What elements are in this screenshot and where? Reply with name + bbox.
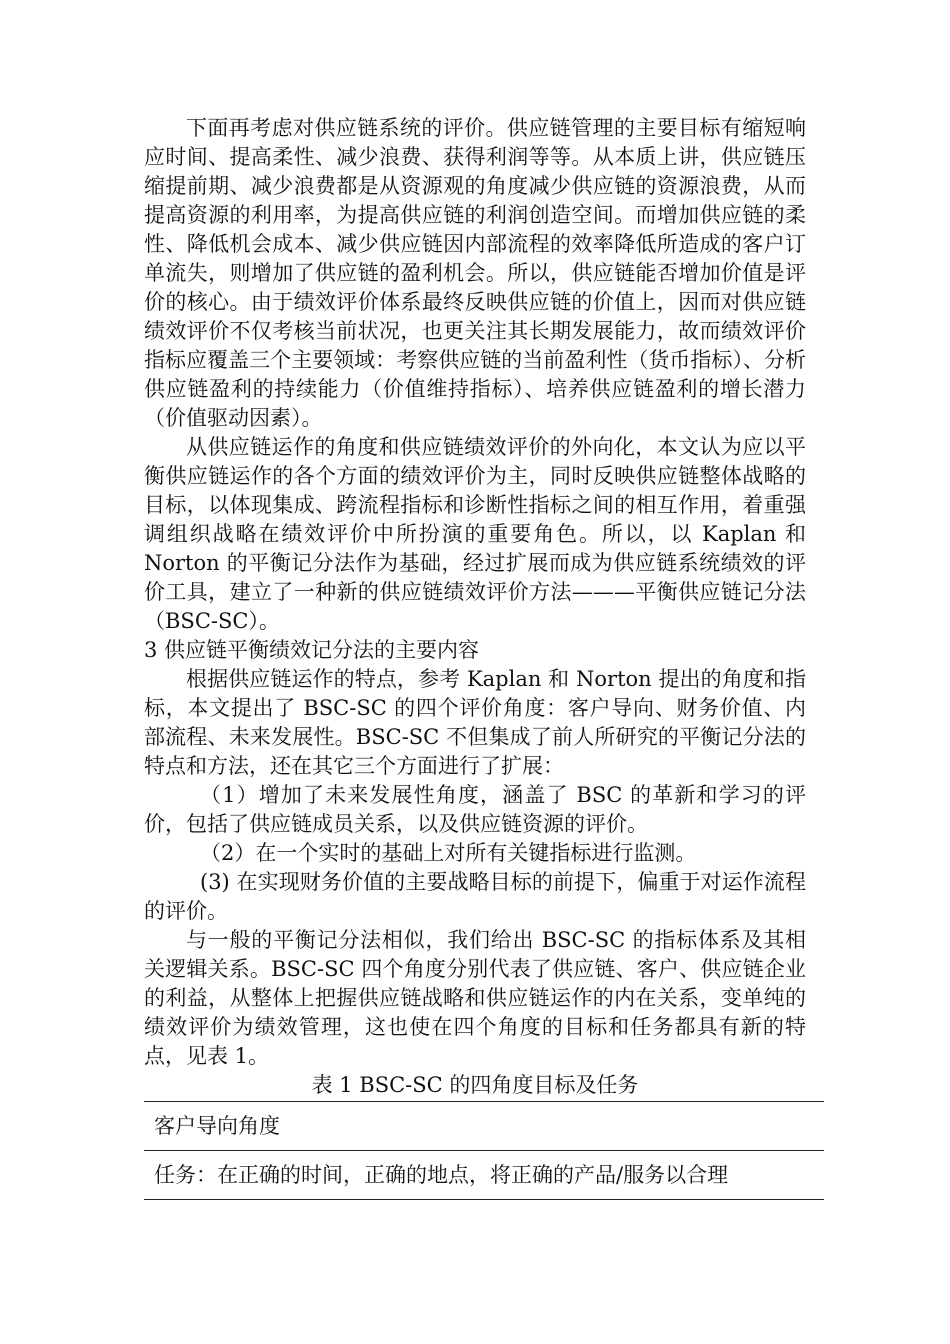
table-row — [144, 1151, 824, 1200]
paragraph-bsc-basis: 从供应链运作的角度和供应链绩效评价的外向化，本文认为应以平衡供应链运作的各个方面的绩效评价为主，同时反映供应链整体战略的目标，以体现集成、跨流程指标和诊断性指标之间的相互作用，着重强调组织战略在绩效评价中所扮演的重要角色。所以，以 Kaplan 和 Norton 的平衡记分法作为基础，经过扩展而成为供应链系统绩效的评价工具，建立了一种新的供应链绩效评价方法———平衡供应链记分法（BSC-SC）。 — [144, 435, 806, 633]
document-page — [144, 114, 806, 1200]
table-cell-task: 任务：在正确的时间，正确的地点，将正确的产品/服务以合理 — [144, 1151, 824, 1200]
paragraph-evaluation: 下面再考虑对供应链系统的评价。供应链管理的主要目标有缩短响应时间、提高柔性、减少浪费、获得利润等等。从本质上讲，供应链压缩提前期、减少浪费都是从资源观的角度减少供应链的资源浪费，从而提高资源的利用率，为提高供应链的利润创造空间。而增加供应链的柔性、降低机会成本、减少供应链因内部流程的效率降低所造成的客户订单流失，则增加了供应链的盈利机会。所以，供应链能否增加价值是评价的核心。由于绩效评价体系最终反映供应链的价值上，因而对供应链绩效评价不仅考核当前状况，也更关注其长期发展能力，故而绩效评价指标应覆盖三个主要领域：考察供应链的当前盈利性（货币指标）、分析供应链盈利的持续能力（价值维持指标）、培养供应链盈利的增长潜力（价值驱动因素）。 — [144, 116, 806, 430]
paragraph-four-perspectives: 根据供应链运作的特点，参考 Kaplan 和 Norton 提出的角度和指标，本文提出了 BSC-SC 的四个评价角度：客户导向、财务价值、内部流程、未来发展性。BSC-SC 不但集成了前人所研究的平衡记分法的特点和方法，还在其它三个方面进行了扩展： — [144, 667, 806, 778]
paragraph-indicator-system: 与一般的平衡记分法相似，我们给出 BSC-SC 的指标体系及其相关逻辑关系。BSC-SC 四个角度分别代表了供应链、客户、供应链企业的利益，从整体上把握供应链战略和供应链运作的内在关系，变单纯的绩效评价为绩效管理，这也使在四个角度的目标和任务都具有新的特点，见表 1。 — [144, 928, 806, 1068]
table-row — [144, 1102, 824, 1151]
table-cell-perspective: 客户导向角度 — [144, 1102, 824, 1151]
table-caption: 表 1 BSC-SC 的四角度目标及任务 — [311, 1073, 639, 1097]
list-item-2: （2）在一个实时的基础上对所有关键指标进行监测。 — [200, 841, 697, 865]
objectives-table — [144, 1101, 824, 1200]
list-item-1: （1）增加了未来发展性角度，涵盖了 BSC 的革新和学习的评价，包括了供应链成员关系，以及供应链资源的评价。 — [144, 783, 806, 836]
section-heading: 3 供应链平衡绩效记分法的主要内容 — [144, 638, 480, 662]
list-item-3: (3) 在实现财务价值的主要战略目标的前提下，偏重于对运作流程的评价。 — [144, 870, 806, 923]
